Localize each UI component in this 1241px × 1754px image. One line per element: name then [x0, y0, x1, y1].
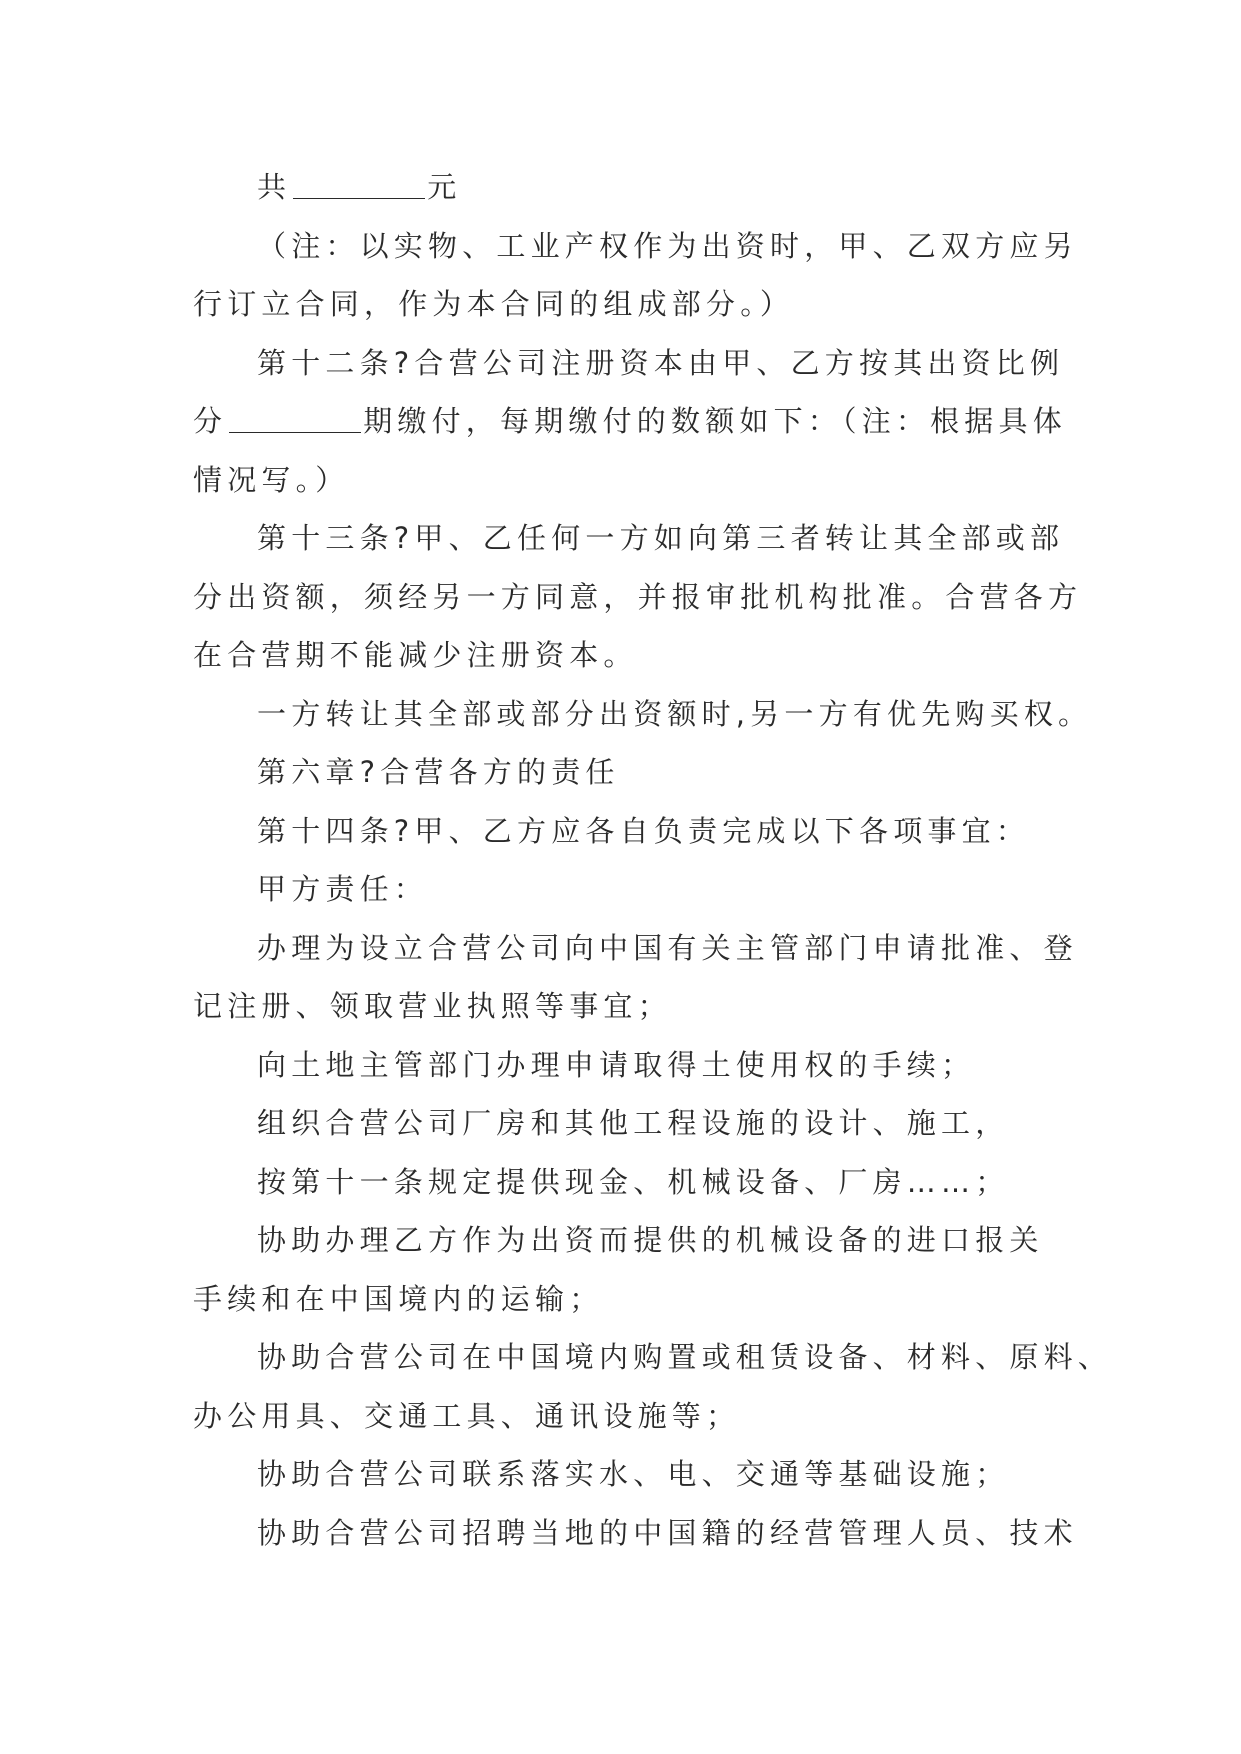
list-item-line: 办公用具、交通工具、通讯设施等；	[193, 1398, 741, 1433]
paragraph-line: 一方转让其全部或部分出资额时,另一方有优先购买权。	[257, 696, 1093, 731]
paragraph-line: 分出资额，须经另一方同意，并报审批机构批准。合营各方	[193, 579, 1083, 614]
installment-line	[193, 392, 1067, 451]
paragraph-line: 在合营期不能减少注册资本。	[193, 638, 638, 672]
article-14-heading-line: 第十四条?甲、乙方应各自负责完成以下各项事宜：	[257, 813, 1030, 848]
list-item-line: 记注册、领取营业执照等事宜；	[193, 989, 672, 1023]
list-item-line: 向土地主管部门办理申请取得土使用权的手续；	[257, 1047, 976, 1082]
line-text: 期缴付，每期缴付的数额如下：（注：根据具体	[363, 404, 1067, 438]
line-text: 元	[427, 170, 462, 204]
fill-in-blank	[293, 168, 425, 199]
list-item-line: 协助合营公司联系落实水、电、交通等基础设施；	[257, 1457, 1010, 1491]
list-item-line: 协助合营公司招聘当地的中国籍的经营管理人员、技术	[257, 1515, 1078, 1550]
total-amount-line	[193, 158, 1053, 217]
list-item-line: 手续和在中国境内的运输；	[193, 1281, 604, 1316]
paragraph-line: （注：以实物、工业产权作为出资时，甲、乙双方应另	[257, 228, 1078, 263]
article-13-heading-line: 第十三条?甲、乙任何一方如向第三者转让其全部或部	[257, 521, 1065, 555]
line-text: 分	[193, 404, 228, 438]
list-item-line: 办理为设立合营公司向中国有关主管部门申请批准、登	[257, 930, 1078, 965]
list-item-line: 组织合营公司厂房和其他工程设施的设计、施工，	[257, 1106, 1010, 1140]
document-body	[193, 158, 1113, 1562]
list-item-line: 协助办理乙方作为出资而提供的机械设备的进口报关	[257, 1223, 1044, 1257]
paragraph-line: 行订立合同，作为本合同的组成部分。）	[193, 287, 795, 321]
paragraph-line: 情况写。）	[193, 462, 350, 497]
article-12-heading-line: 第十二条?合营公司注册资本由甲、乙方按其出资比例	[257, 345, 1065, 380]
chapter-heading: 第六章?合营各方的责任	[257, 755, 620, 789]
line-text: 共	[257, 170, 292, 204]
party-a-responsibility-heading: 甲方责任：	[257, 872, 429, 906]
list-item-line: 协助合营公司在中国境内购置或租赁设备、材料、原料、	[257, 1340, 1113, 1374]
fill-in-blank	[229, 402, 361, 433]
list-item-line: 按第十一条规定提供现金、机械设备、厂房……；	[257, 1164, 1010, 1199]
